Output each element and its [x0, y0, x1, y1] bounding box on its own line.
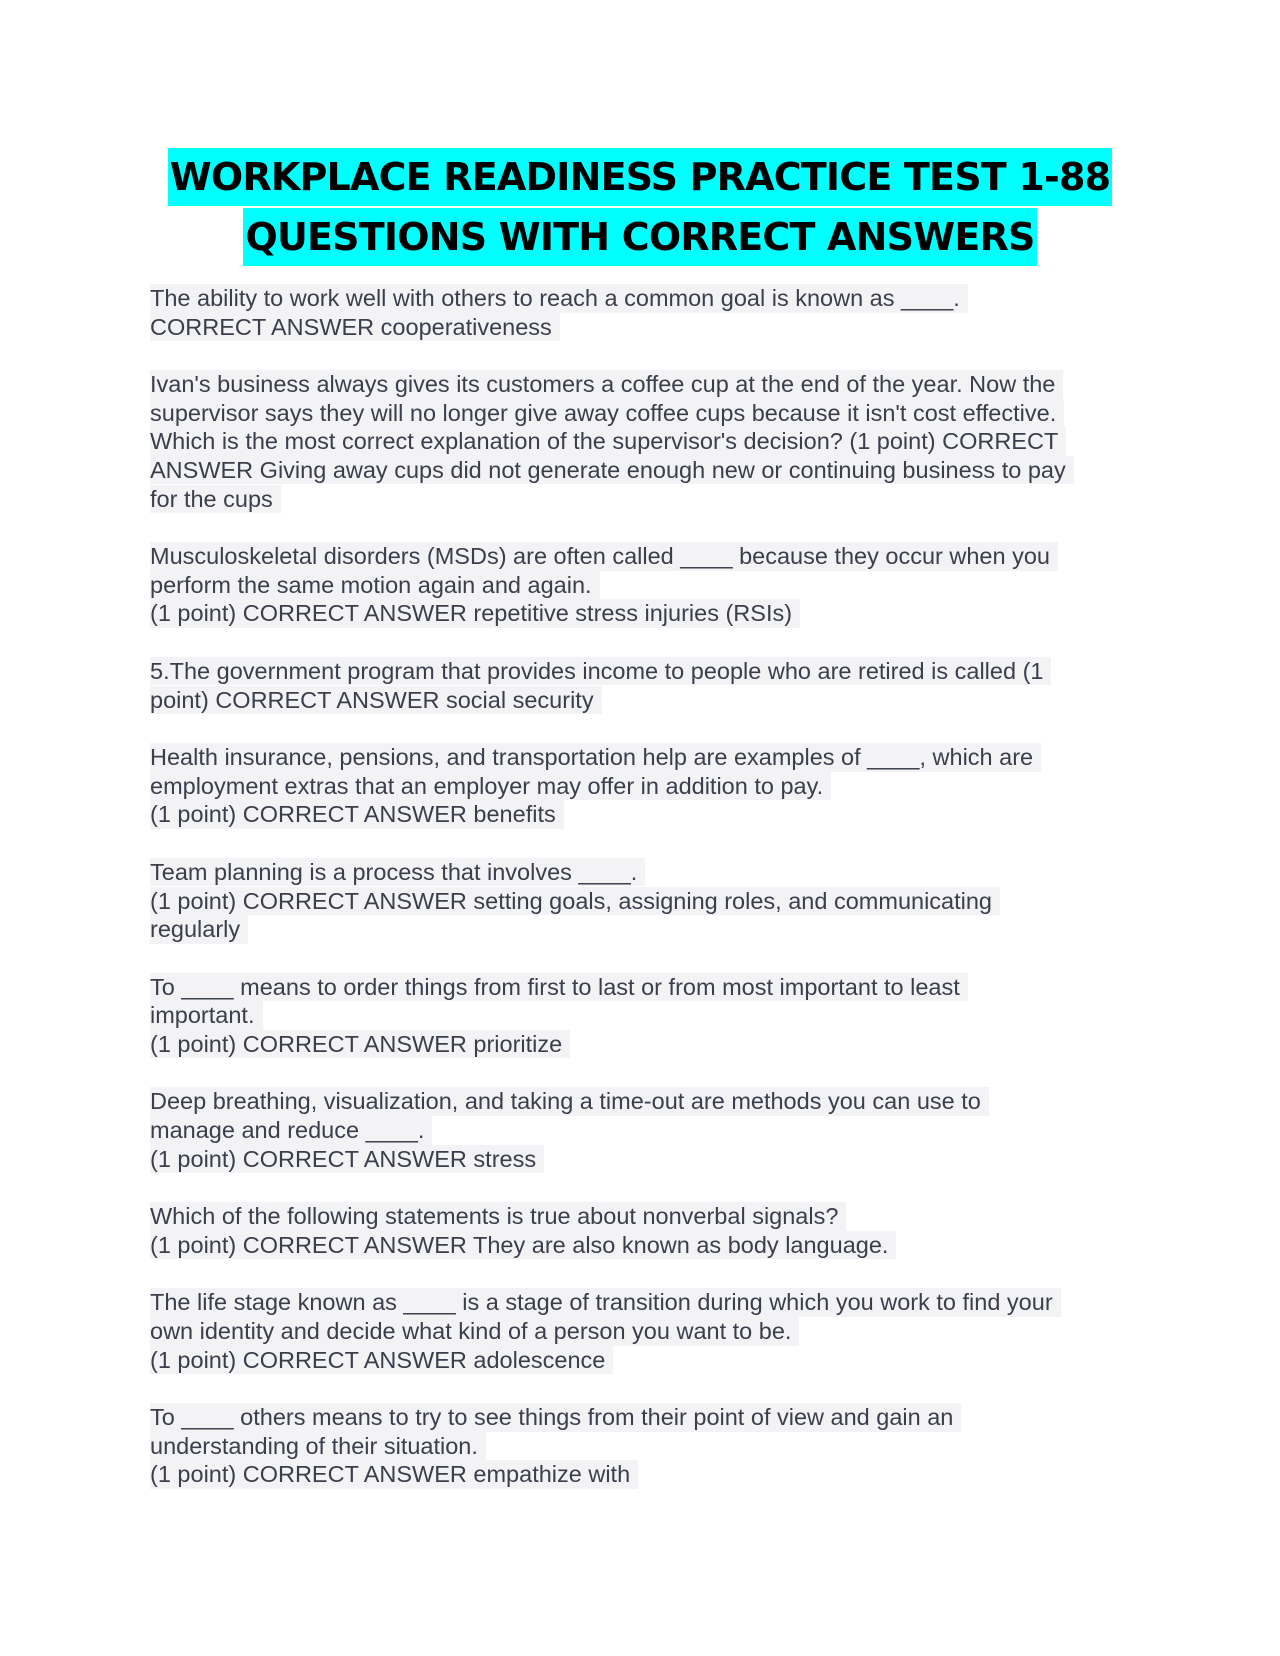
- question-text-line: regularly: [150, 915, 248, 944]
- question-text-line: (1 point) CORRECT ANSWER adolescence: [150, 1346, 613, 1375]
- question-text-line: ANSWER Giving away cups did not generate enough new or continuing business to pay: [150, 456, 1074, 485]
- question-text-line: employment extras that an employer may offer in addition to pay.: [150, 772, 831, 801]
- question-block: [150, 284, 1150, 341]
- question-text-line: (1 point) CORRECT ANSWER empathize with: [150, 1460, 638, 1489]
- question-text-line: To ____ means to order things from first to last or from most important to least: [150, 973, 968, 1002]
- question-block: [150, 858, 1150, 944]
- question-text-line: (1 point) CORRECT ANSWER setting goals, assigning roles, and communicating: [150, 887, 1000, 916]
- question-text-line: manage and reduce ____.: [150, 1116, 432, 1145]
- question-block: [150, 973, 1150, 1059]
- question-text-line: Team planning is a process that involves ____.: [150, 858, 645, 887]
- question-text-line: Which is the most correct explanation of the supervisor's decision? (1 point) CORRECT: [150, 427, 1066, 456]
- question-block: [150, 657, 1150, 714]
- question-text-line: (1 point) CORRECT ANSWER benefits: [150, 800, 564, 829]
- question-text-line: (1 point) CORRECT ANSWER repetitive stress injuries (RSIs): [150, 599, 800, 628]
- question-text-line: important.: [150, 1001, 263, 1030]
- question-text-line: (1 point) CORRECT ANSWER prioritize: [150, 1030, 570, 1059]
- question-text-line: Ivan's business always gives its customers a coffee cup at the end of the year. Now the: [150, 370, 1063, 399]
- question-block: [150, 542, 1150, 628]
- question-block: [150, 1288, 1150, 1374]
- question-text-line: To ____ others means to try to see things from their point of view and gain an: [150, 1403, 961, 1432]
- question-text-line: Musculoskeletal disorders (MSDs) are often called ____ because they occur when you: [150, 542, 1058, 571]
- question-block: [150, 1087, 1150, 1173]
- question-text-line: (1 point) CORRECT ANSWER They are also known as body language.: [150, 1231, 896, 1260]
- question-text-line: Deep breathing, visualization, and taking a time-out are methods you can use to: [150, 1087, 989, 1116]
- title-line-1: WORKPLACE READINESS PRACTICE TEST 1-88: [168, 148, 1112, 206]
- question-block: [150, 1202, 1150, 1259]
- question-text-line: for the cups: [150, 485, 281, 514]
- question-text-line: understanding of their situation.: [150, 1432, 486, 1461]
- question-block: [150, 743, 1150, 829]
- question-list: [150, 284, 1150, 1518]
- question-text-line: own identity and decide what kind of a person you want to be.: [150, 1317, 799, 1346]
- document-title: [0, 148, 1280, 268]
- question-text-line: The life stage known as ____ is a stage of transition during which you work to find your: [150, 1288, 1061, 1317]
- question-text-line: supervisor says they will no longer give away coffee cups because it isn't cost effective.: [150, 399, 1064, 428]
- question-text-line: Which of the following statements is true about nonverbal signals?: [150, 1202, 846, 1231]
- question-block: [150, 1403, 1150, 1489]
- question-text-line: (1 point) CORRECT ANSWER stress: [150, 1145, 544, 1174]
- question-text-line: perform the same motion again and again.: [150, 571, 600, 600]
- question-text-line: point) CORRECT ANSWER social security: [150, 686, 602, 715]
- question-text-line: Health insurance, pensions, and transportation help are examples of ____, which are: [150, 743, 1041, 772]
- question-text-line: 5.The government program that provides income to people who are retired is called (1: [150, 657, 1051, 686]
- question-block: [150, 370, 1150, 513]
- question-text-line: CORRECT ANSWER cooperativeness: [150, 313, 560, 342]
- question-text-line: The ability to work well with others to reach a common goal is known as ____.: [150, 284, 968, 313]
- title-line-2: QUESTIONS WITH CORRECT ANSWERS: [243, 208, 1036, 266]
